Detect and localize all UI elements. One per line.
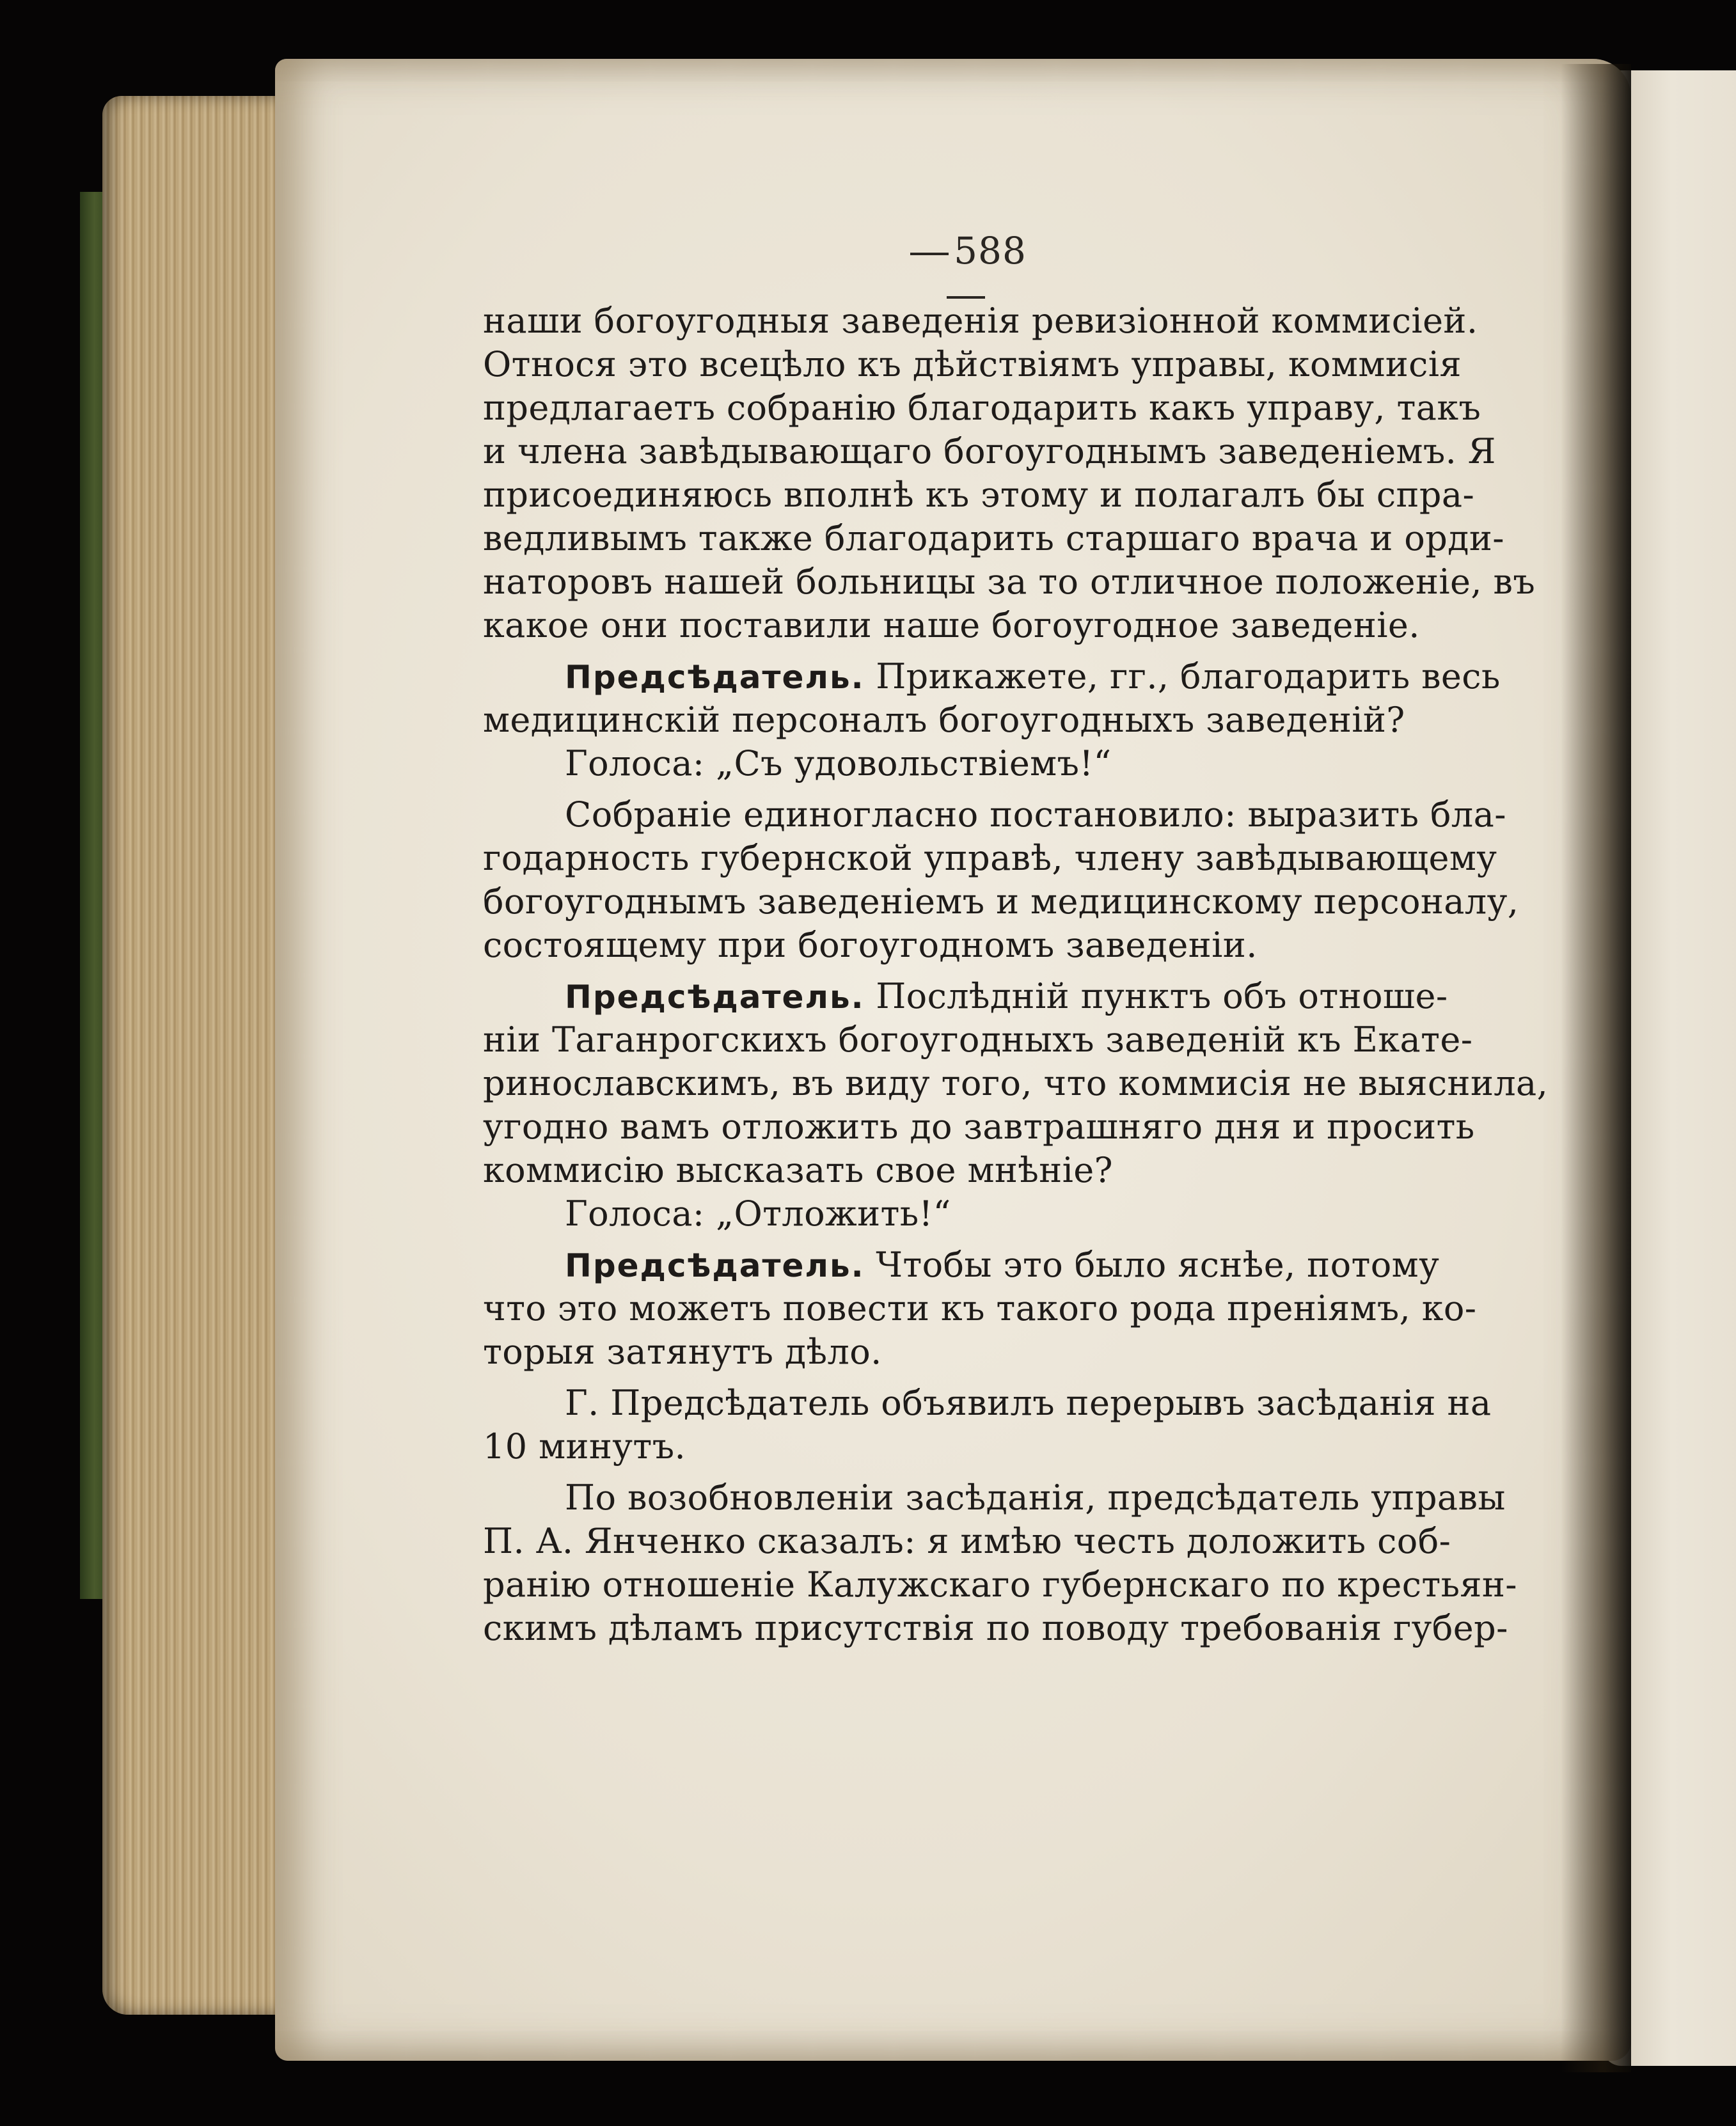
text-line: Собраніе единогласно постановило: выразить бла-	[565, 794, 1506, 835]
speaker-text: Прикажете, гг., благодарить весь	[876, 656, 1501, 697]
text-line: По возобновленіи засѣданія, предсѣдатель управы	[565, 1477, 1506, 1518]
text-line: наторовъ нашей больницы за то отличное положеніе, въ	[483, 562, 1536, 602]
text-line: богоугоднымъ заведеніемъ и медицинскому персоналу,	[483, 881, 1519, 922]
text-line: ринославскимъ, въ виду того, что коммисія не выяснила,	[483, 1063, 1549, 1103]
text-line: медицинскій персоналъ богоугодныхъ заведеній?	[483, 700, 1405, 740]
speaker-line	[483, 1243, 1440, 1287]
text-line: торыя затянутъ дѣло.	[483, 1332, 882, 1372]
text-line: какое они поставили наше богоугодное заведеніе.	[483, 605, 1420, 645]
speaker-line	[483, 655, 1501, 698]
text-line: и члена завѣдывающаго богоугоднымъ заведеніемъ. Я	[483, 431, 1496, 471]
text-line: Г. Предсѣдатель объявилъ перерывъ засѣданія на	[565, 1383, 1492, 1423]
page-number-value: 588	[954, 229, 1027, 272]
speaker-name: Предсѣдатель.	[565, 1247, 865, 1284]
speaker-text: Чтобы это было яснѣе, потому	[876, 1245, 1440, 1285]
speaker-name: Предсѣдатель.	[565, 979, 865, 1016]
text-line: что это можетъ повести къ такого рода преніямъ, ко-	[483, 1288, 1477, 1328]
text-line: 10 минутъ.	[483, 1426, 686, 1467]
speaker-line	[483, 975, 1448, 1018]
page-edges	[102, 96, 294, 2015]
text-line: скимъ дѣламъ присутствія по поводу требованія губер-	[483, 1608, 1508, 1648]
text-line: Голоса: „Съ удовольствіемъ!“	[565, 743, 1112, 783]
text-line: П. А. Янченко сказалъ: я имѣю честь доложить соб-	[483, 1521, 1451, 1561]
text-line: годарность губернской управѣ, члену завѣдывающему	[483, 838, 1497, 878]
text-line: угодно вамъ отложить до завтрашняго дня и просить	[483, 1106, 1475, 1147]
text-line: предлагаетъ собранію благодарить какъ управу, такъ	[483, 388, 1481, 428]
text-line: наши богоугодныя заведенія ревизіонной коммисіей.	[483, 301, 1478, 341]
text-line: присоединяюсь вполнѣ къ этому и полагалъ бы спра-	[483, 475, 1475, 515]
text-line: Относя это всецѣло къ дѣйствіямъ управы, коммисія	[483, 344, 1462, 384]
dash-right	[947, 296, 985, 299]
text-line: ранію отношеніе Калужскаго губернскаго по крестьян-	[483, 1564, 1517, 1605]
text-line: Голоса: „Отложить!“	[565, 1193, 951, 1234]
speaker-text: Послѣдній пунктъ объ отноше-	[876, 976, 1448, 1016]
page-text	[483, 299, 1549, 1650]
dash-left	[910, 253, 949, 255]
speaker-name: Предсѣдатель.	[565, 659, 865, 696]
text-line: ведливымъ также благодарить старшаго врача и орди-	[483, 518, 1504, 558]
text-line: состоящему при богоугодномъ заведеніи.	[483, 925, 1258, 965]
text-line: коммисію высказать свое мнѣніе?	[483, 1150, 1114, 1190]
page-gutter	[1561, 64, 1631, 2072]
text-line: ніи Таганрогскихъ богоугодныхъ заведеній къ Екате-	[483, 1020, 1473, 1060]
